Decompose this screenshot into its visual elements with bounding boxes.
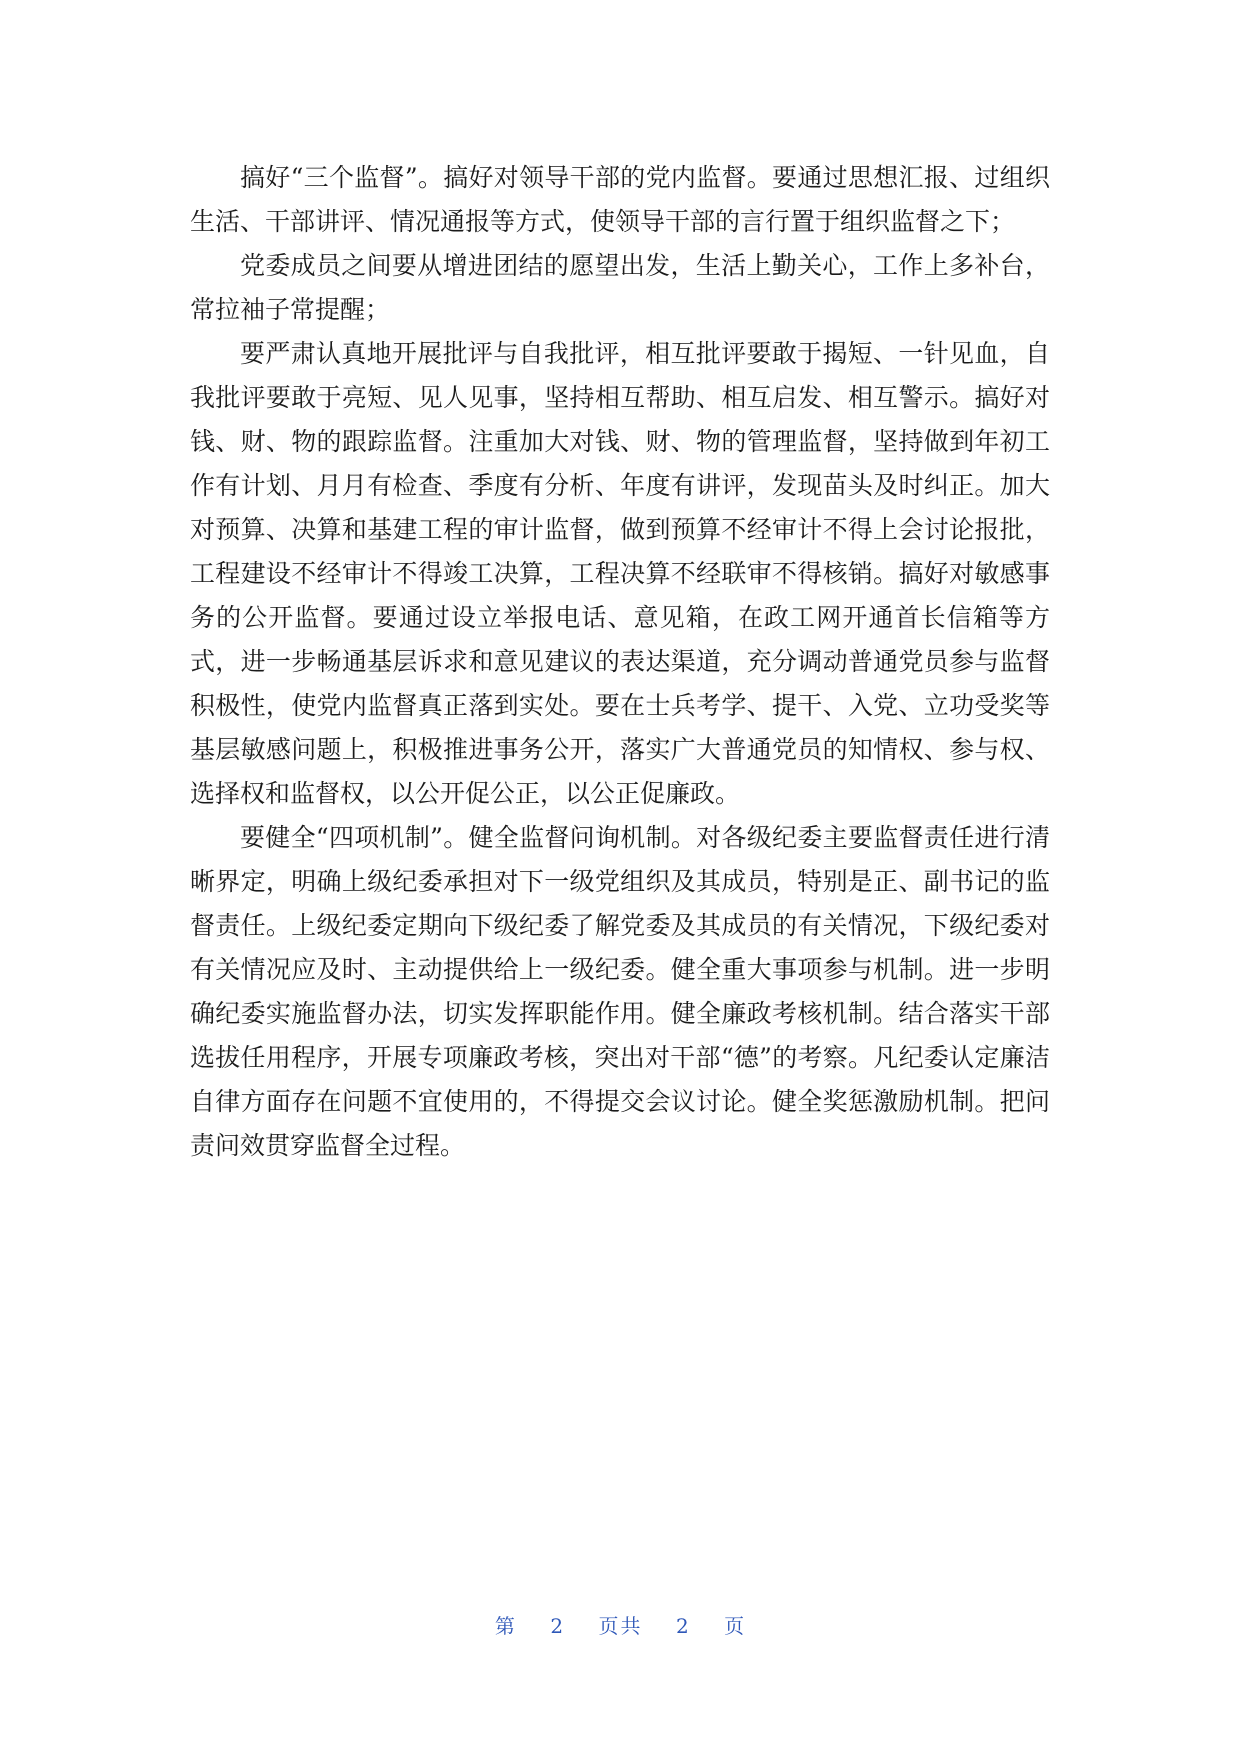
- footer-total-pages: 2: [675, 1614, 691, 1638]
- document-body: [190, 156, 1050, 1168]
- footer-suffix: 页: [724, 1614, 747, 1638]
- paragraph-criticism: 要严肃认真地开展批评与自我批评，相互批评要敢于揭短、一针见血，自我批评要敢于亮短、见人见事，坚持相互帮助、相互启发、相互警示。搞好对钱、财、物的跟踪监督。注重加大对钱、财、物的管理监督，坚持做到年初工作有计划、月月有检查、季度有分析、年度有讲评，发现苗头及时纠正。加大对预算、决算和基建工程的审计监督，做到预算不经审计不得上会讨论报批，工程建设不经审计不得竣工决算，工程决算不经联审不得核销。搞好对敏感事务的公开监督。要通过设立举报电话、意见箱，在政工网开通首长信箱等方式，进一步畅通基层诉求和意见建议的表达渠道，充分调动普通党员参与监督积极性，使党内监督真正落到实处。要在士兵考学、提干、入党、立功受奖等基层敏感问题上，积极推进事务公开，落实广大普通党员的知情权、参与权、选择权和监督权，以公开促公正，以公正促廉政。: [190, 339, 1050, 808]
- paragraph-mechanisms: 要健全“四项机制”。健全监督问询机制。对各级纪委主要监督责任进行清晰界定，明确上级纪委承担对下一级党组织及其成员，特别是正、副书记的监督责任。上级纪委定期向下级纪委了解党委及其成员的有关情况，下级纪委对有关情况应及时、主动提供给上一级纪委。健全重大事项参与机制。进一步明确纪委实施监督办法，切实发挥职能作用。健全廉政考核机制。结合落实干部选拔任用程序，开展专项廉政考核，突出对干部“德”的考察。凡纪委认定廉洁自律方面存在问题不宜使用的，不得提交会议讨论。健全奖惩激励机制。把问责问效贯穿监督全过程。: [190, 823, 1050, 1160]
- footer-middle: 页共: [598, 1614, 643, 1638]
- paragraph-party-committee: 党委成员之间要从增进团结的愿望出发，生活上勤关心，工作上多补台，常拉袖子常提醒；: [190, 251, 1050, 324]
- page-footer: [0, 1610, 1241, 1639]
- paragraph-supervision: 搞好“三个监督”。搞好对领导干部的党内监督。要通过思想汇报、过组织生活、干部讲评、情况通报等方式，使领导干部的言行置于组织监督之下；: [190, 163, 1050, 236]
- footer-current-page: 2: [550, 1614, 566, 1638]
- footer-prefix: 第: [494, 1614, 517, 1638]
